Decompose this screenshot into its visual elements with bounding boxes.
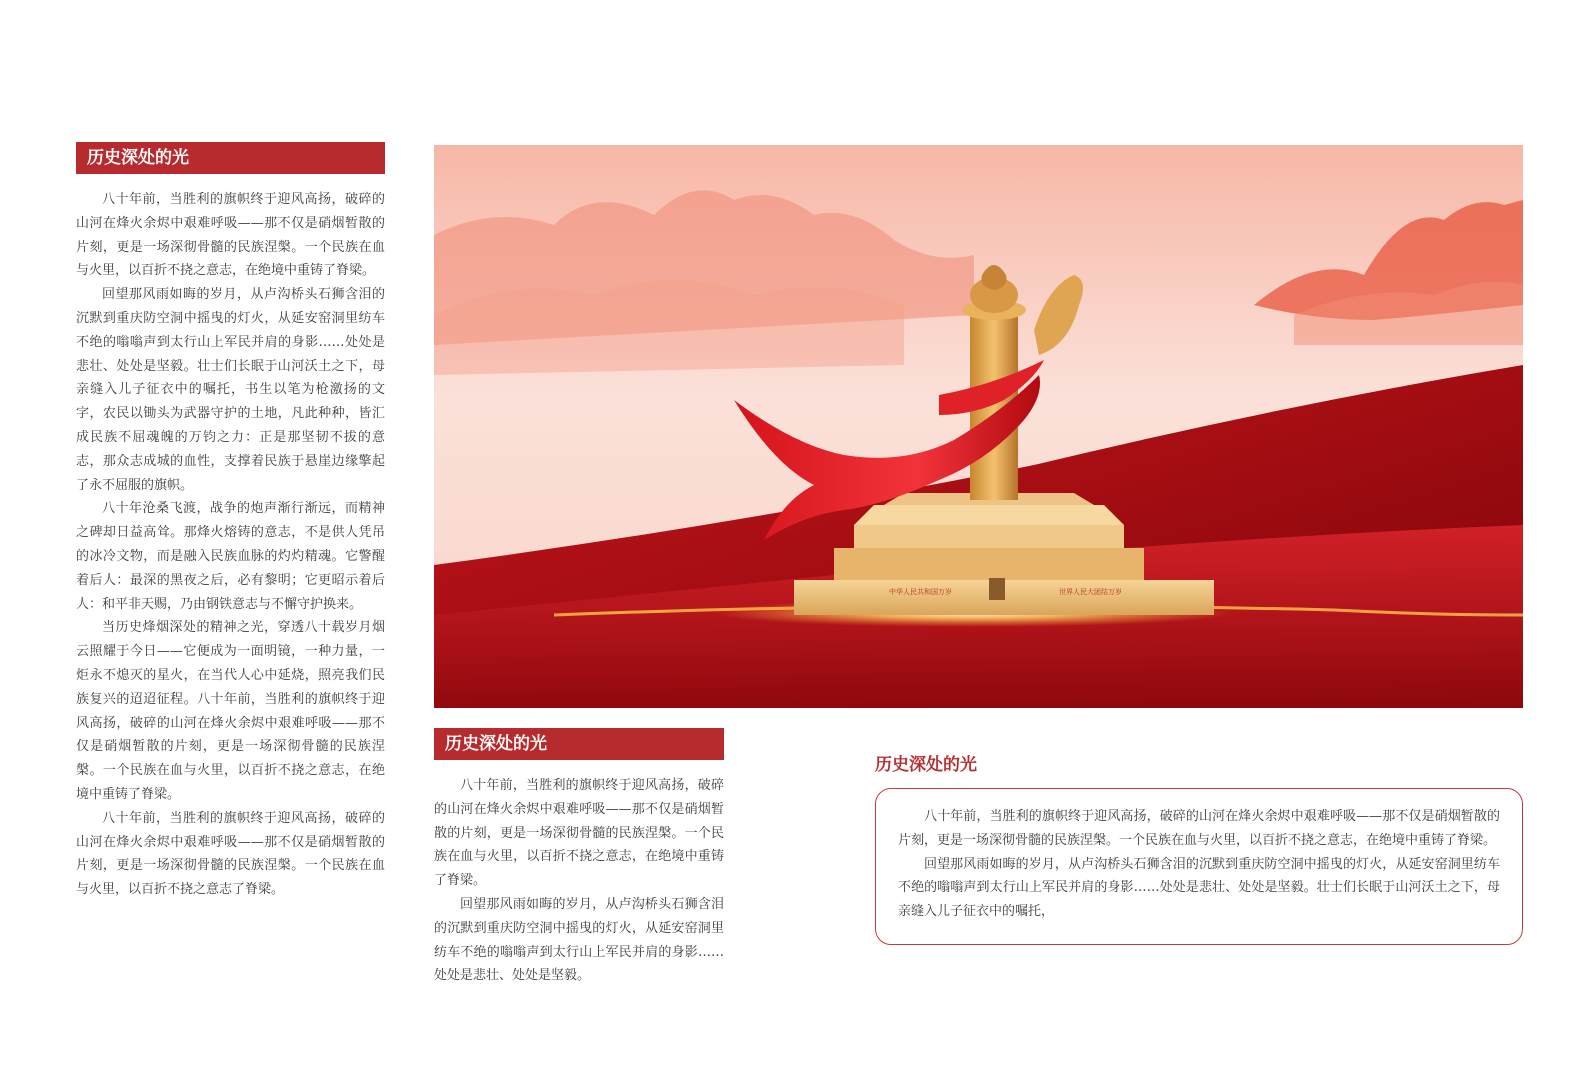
left-article [76,142,385,902]
paragraph: 八十年沧桑飞渡，战争的炮声渐行渐远，而精神之碑却日益高耸。那烽火熔铸的意志，不是供人凭吊的冰冷文物，而是融入民族血脉的灼灼精魂。它警醒着后人：最深的黑夜之后，必有黎明；它更昭示着后人：和平非天赐，乃由钢铁意志与不懈守护换来。 [76,501,385,612]
middle-article-body [434,774,724,988]
paragraph: 回望那风雨如晦的岁月，从卢沟桥头石狮含泪的沉默到重庆防空洞中摇曳的灯火，从延安窑洞里纺车不绝的嗡嗡声到太行山上军民并肩的身影……处处是悲壮、处处是坚毅。壮士们长眠于山河沃土之下，母亲缝入儿子征衣中的嘱托，书生以笔为枪激扬的文字，农民以锄头为武器守护的土地，凡此种种，皆汇成民族不屈魂魄的万钧之力：正是那坚韧不拔的意志，那众志成城的血性，支撑着民族于悬崖边缘擎起了永不屈服的旗帜。 [76,287,385,493]
hero-banner-image [434,145,1523,708]
paragraph: 当历史烽烟深处的精神之光，穿透八十载岁月烟云照耀于今日——它便成为一面明镜，一种力量，一炬永不熄灭的星火，在当代人心中延烧，照亮我们民族复兴的迢迢征程。八十年前，当胜利的旗帜终于迎风高扬，破碎的山河在烽火余烬中艰难呼吸——那不仅是硝烟暂散的片刻，更是一场深彻骨髓的民族涅槃。一个民族在血与火里，以百折不挠之意志，在绝境中重铸了脊梁。 [76,620,385,802]
paragraph: 回望那风雨如晦的岁月，从卢沟桥头石狮含泪的沉默到重庆防空洞中摇曳的灯火，从延安窑洞里纺车不绝的嗡嗡声到太行山上军民并肩的身影……处处是悲壮、处处是坚毅。壮士们长眠于山河沃土之下，母亲缝入儿子征衣中的嘱托， [898,856,1500,920]
left-article-body [76,188,385,902]
right-article-box [875,788,1523,945]
middle-article-heading: 历史深处的光 [434,728,724,760]
right-article-heading: 历史深处的光 [875,755,977,775]
paragraph: 八十年前，当胜利的旗帜终于迎风高扬，破碎的山河在烽火余烬中艰难呼吸——那不仅是硝烟暂散的片刻，更是一场深彻骨髓的民族涅槃。一个民族在血与火里，以百折不挠之意志，在绝境中重铸了脊梁。 [76,192,385,279]
middle-article [434,728,724,988]
gate-plaque-left: 中华人民共和国万岁 [889,588,952,596]
paragraph: 八十年前，当胜利的旗帜终于迎风高扬，破碎的山河在烽火余烬中艰难呼吸——那不仅是硝烟暂散的片刻，更是一场深彻骨髓的民族涅槃。一个民族在血与火里，以百折不挠之意志，在绝境中重铸了脊梁。 [898,809,1500,848]
paragraph: 八十年前，当胜利的旗帜终于迎风高扬，破碎的山河在烽火余烬中艰难呼吸——那不仅是硝烟暂散的片刻，更是一场深彻骨髓的民族涅槃。一个民族在血与火里，以百折不挠之意志了脊梁。 [76,810,385,898]
left-article-heading: 历史深处的光 [76,142,385,174]
gate-plaque-right: 世界人民大团结万岁 [1059,588,1122,596]
paragraph: 八十年前，当胜利的旗帜终于迎风高扬，破碎的山河在烽火余烬中艰难呼吸——那不仅是硝烟暂散的片刻，更是一场深彻骨髓的民族涅槃。一个民族在血与火里，以百折不挠之意志，在绝境中重铸了脊梁。 [434,778,724,889]
paragraph: 回望那风雨如晦的岁月，从卢沟桥头石狮含泪的沉默到重庆防空洞中摇曳的灯火，从延安窑洞里纺车不绝的嗡嗡声到太行山上军民并肩的身影……处处是悲壮、处处是坚毅。 [434,896,724,984]
right-article [875,752,1523,945]
right-article-body [898,805,1500,924]
